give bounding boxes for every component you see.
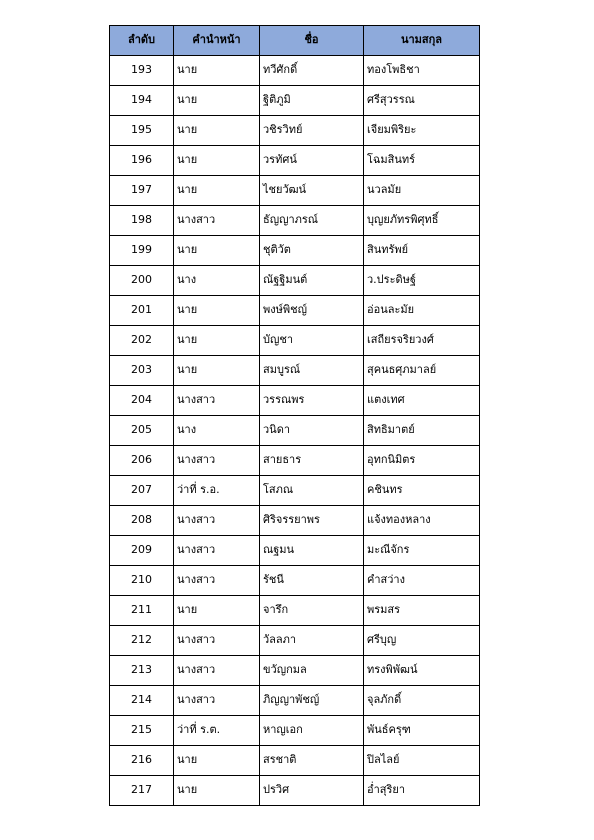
cell-first-name: พงษ์พิชญ์ (260, 296, 364, 326)
cell-first-name: วชิรวิทย์ (260, 116, 364, 146)
cell-last-name: อ่ำสุริยา (364, 776, 480, 806)
cell-title: นาย (174, 86, 260, 116)
cell-title: นางสาว (174, 506, 260, 536)
table-row (110, 296, 480, 326)
cell-last-name: สิทธิมาตย์ (364, 416, 480, 446)
header-first-name: ชื่อ (260, 26, 364, 56)
header-sequence: ลำดับ (110, 26, 174, 56)
table-row (110, 566, 480, 596)
cell-first-name: โสภณ (260, 476, 364, 506)
table-row (110, 626, 480, 656)
cell-title: นาย (174, 116, 260, 146)
cell-title: นาย (174, 176, 260, 206)
cell-title: นางสาว (174, 626, 260, 656)
cell-sequence: 197 (110, 176, 174, 206)
cell-title: นาย (174, 326, 260, 356)
cell-last-name: แตงเทศ (364, 386, 480, 416)
table-header (110, 26, 480, 56)
cell-first-name: ขวัญกมล (260, 656, 364, 686)
cell-sequence: 201 (110, 296, 174, 326)
table-row (110, 86, 480, 116)
cell-title: ว่าที่ ร.อ. (174, 476, 260, 506)
cell-title: นางสาว (174, 656, 260, 686)
cell-sequence: 200 (110, 266, 174, 296)
cell-sequence: 199 (110, 236, 174, 266)
cell-last-name: พรมสร (364, 596, 480, 626)
cell-sequence: 203 (110, 356, 174, 386)
cell-last-name: บุญยภัทรพิศุทธิ์ (364, 206, 480, 236)
table-row (110, 146, 480, 176)
cell-title: นางสาว (174, 536, 260, 566)
cell-last-name: สุคนธศุภมาลย์ (364, 356, 480, 386)
cell-last-name: ทรงพิพัฒน์ (364, 656, 480, 686)
table-row (110, 236, 480, 266)
table-row (110, 206, 480, 236)
cell-title: ว่าที่ ร.ต. (174, 716, 260, 746)
header-title: คำนำหน้า (174, 26, 260, 56)
cell-first-name: สายธาร (260, 446, 364, 476)
cell-first-name: ณฐมน (260, 536, 364, 566)
cell-sequence: 193 (110, 56, 174, 86)
table-row (110, 596, 480, 626)
cell-last-name: อ่อนละมัย (364, 296, 480, 326)
cell-first-name: วัลลภา (260, 626, 364, 656)
cell-last-name: แจ้งทองหลาง (364, 506, 480, 536)
table-row (110, 176, 480, 206)
table-row (110, 506, 480, 536)
cell-sequence: 195 (110, 116, 174, 146)
table-row (110, 386, 480, 416)
cell-sequence: 194 (110, 86, 174, 116)
cell-title: นาย (174, 746, 260, 776)
name-list-table (109, 25, 480, 806)
header-row (110, 26, 480, 56)
cell-title: นาย (174, 56, 260, 86)
cell-first-name: ภิญญาพัชญ์ (260, 686, 364, 716)
table-row (110, 446, 480, 476)
cell-last-name: พันธ์ครุฑ (364, 716, 480, 746)
cell-sequence: 206 (110, 446, 174, 476)
cell-sequence: 196 (110, 146, 174, 176)
cell-first-name: สมบูรณ์ (260, 356, 364, 386)
cell-sequence: 214 (110, 686, 174, 716)
cell-title: นาย (174, 296, 260, 326)
cell-title: นางสาว (174, 686, 260, 716)
cell-sequence: 198 (110, 206, 174, 236)
cell-last-name: เจียมพิริยะ (364, 116, 480, 146)
table-row (110, 686, 480, 716)
cell-title: นางสาว (174, 206, 260, 236)
cell-title: นางสาว (174, 386, 260, 416)
cell-title: นาย (174, 356, 260, 386)
cell-last-name: คชินทร (364, 476, 480, 506)
cell-sequence: 216 (110, 746, 174, 776)
cell-last-name: อุทกนิมิตร (364, 446, 480, 476)
table-row (110, 536, 480, 566)
cell-last-name: คำสว่าง (364, 566, 480, 596)
cell-sequence: 212 (110, 626, 174, 656)
table-row (110, 656, 480, 686)
cell-last-name: โฉมสินทร์ (364, 146, 480, 176)
cell-first-name: ชุติวัต (260, 236, 364, 266)
cell-sequence: 204 (110, 386, 174, 416)
cell-sequence: 205 (110, 416, 174, 446)
table-body (110, 56, 480, 806)
cell-sequence: 208 (110, 506, 174, 536)
cell-last-name: ศรีบุญ (364, 626, 480, 656)
cell-first-name: จารึก (260, 596, 364, 626)
cell-title: นางสาว (174, 446, 260, 476)
cell-first-name: วรทัศน์ (260, 146, 364, 176)
table-row (110, 116, 480, 146)
table-row (110, 356, 480, 386)
table-row (110, 56, 480, 86)
cell-title: นาง (174, 266, 260, 296)
cell-first-name: หาญเอก (260, 716, 364, 746)
cell-first-name: ปรวิศ (260, 776, 364, 806)
cell-last-name: ทองโพธิชา (364, 56, 480, 86)
table-row (110, 746, 480, 776)
cell-last-name: ศรีสุวรรณ (364, 86, 480, 116)
table-row (110, 776, 480, 806)
cell-first-name: บัญชา (260, 326, 364, 356)
cell-sequence: 207 (110, 476, 174, 506)
cell-sequence: 213 (110, 656, 174, 686)
table-row (110, 716, 480, 746)
cell-title: นาย (174, 236, 260, 266)
cell-last-name: เสถียรจริยวงศ์ (364, 326, 480, 356)
header-last-name: นามสกุล (364, 26, 480, 56)
cell-last-name: สินทรัพย์ (364, 236, 480, 266)
cell-first-name: วรรณพร (260, 386, 364, 416)
cell-title: นางสาว (174, 566, 260, 596)
cell-first-name: สรชาติ (260, 746, 364, 776)
cell-title: นาย (174, 146, 260, 176)
cell-first-name: ฐิติภูมิ (260, 86, 364, 116)
cell-last-name: มะณีจักร (364, 536, 480, 566)
cell-first-name: ศิริจรรยาพร (260, 506, 364, 536)
table-row (110, 326, 480, 356)
cell-sequence: 211 (110, 596, 174, 626)
cell-first-name: ไชยวัฒน์ (260, 176, 364, 206)
cell-sequence: 210 (110, 566, 174, 596)
cell-last-name: นวลมัย (364, 176, 480, 206)
cell-title: นาง (174, 416, 260, 446)
cell-sequence: 215 (110, 716, 174, 746)
table-row (110, 416, 480, 446)
cell-last-name: ปิลไลย์ (364, 746, 480, 776)
cell-first-name: รัชนี (260, 566, 364, 596)
cell-sequence: 217 (110, 776, 174, 806)
cell-last-name: จุลภักดิ์ (364, 686, 480, 716)
table-row (110, 476, 480, 506)
cell-first-name: วนิดา (260, 416, 364, 446)
table-row (110, 266, 480, 296)
cell-title: นาย (174, 596, 260, 626)
cell-first-name: ทวีศักดิ์ (260, 56, 364, 86)
cell-last-name: ว.ประดิษฐ์ (364, 266, 480, 296)
cell-first-name: ธัญญาภรณ์ (260, 206, 364, 236)
cell-first-name: ณัฐฐิมนต์ (260, 266, 364, 296)
cell-sequence: 209 (110, 536, 174, 566)
cell-title: นาย (174, 776, 260, 806)
cell-sequence: 202 (110, 326, 174, 356)
